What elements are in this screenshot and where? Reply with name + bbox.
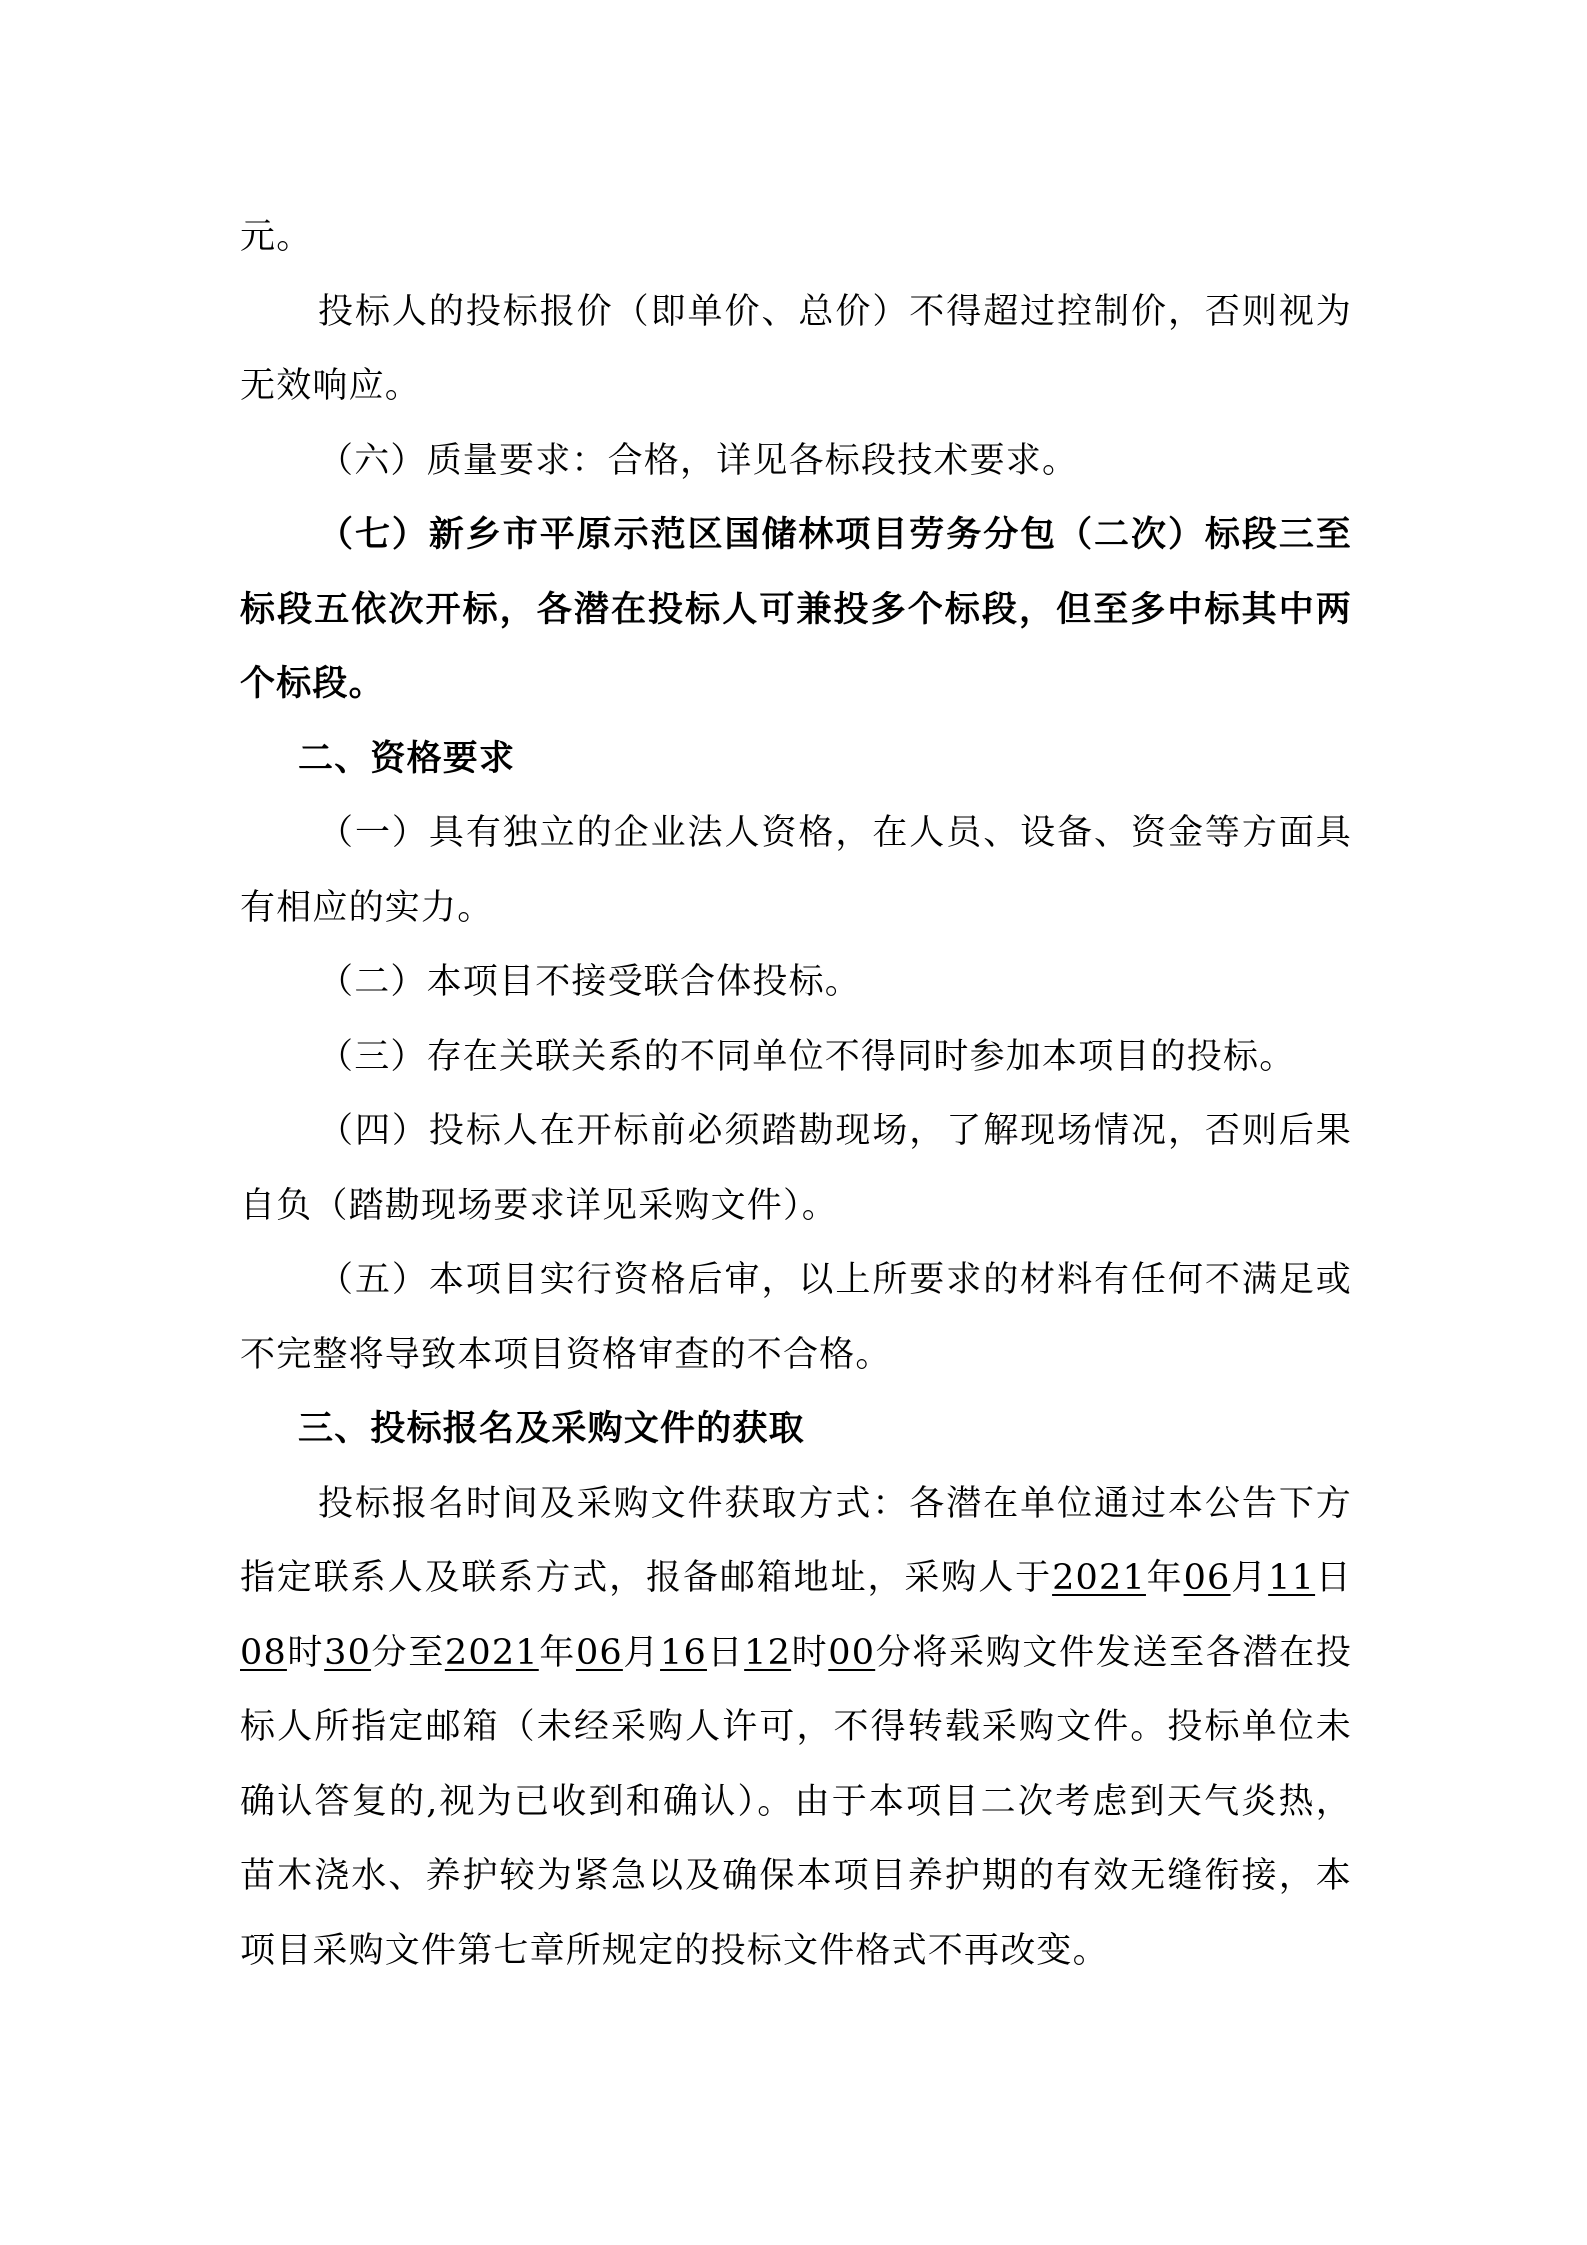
hour-unit: 时 [286,1632,325,1673]
paragraph-bid-sections: （七）新乡市平原示范区国储林项目劳务分包（二次）标段三至标段五依次开标，各潜在投标人可兼投多个标段，但至多中标其中两个标段。 [240,515,1352,704]
month-unit: 月 [1230,1558,1269,1598]
minute-unit-to: 分至 [371,1632,445,1673]
registration-text-rest: 分将采购文件发送至各潜在投标人所指定邮箱（未经采购人许可，不得转载采购文件。投标单位未确认答复的,视为已收到和确认）。由于本项目二次考虑到天气炎热，苗木浇水、养护较为紧急以及确保本项目养护期的有效无缝衔接，本项目采购文件第七章所规定的投标文件格式不再改变。 [240,1632,1353,1971]
end-day: 16 [660,1632,707,1673]
qualification-item-1: （一）具有独立的企业法人资格，在人员、设备、资金等方面具有相应的实力。 [240,813,1352,928]
end-month: 06 [575,1632,623,1673]
qualification-item-2: （二）本项目不接受联合体投标。 [318,962,862,1002]
start-hour: 08 [240,1632,287,1673]
year-unit: 年 [1145,1558,1184,1598]
month-unit: 月 [622,1632,661,1673]
hour-unit: 时 [791,1632,829,1673]
end-minute: 00 [828,1632,876,1673]
day-unit: 日 [1315,1558,1352,1598]
qualification-item-5: （五）本项目实行资格后审，以上所要求的材料有任何不满足或不完整将导致本项目资格审查的不合格。 [240,1260,1352,1375]
section-heading-qualification: 二、资格要求 [298,738,516,779]
section-heading-registration: 三、投标报名及采购文件的获取 [298,1409,805,1449]
qualification-item-3: （三）存在关联关系的不同单位不得同时参加本项目的投标。 [318,1036,1296,1077]
end-year: 2021 [444,1632,539,1673]
start-day: 11 [1268,1558,1316,1598]
paragraph-bid-price: 投标人的投标报价（即单价、总价）不得超过控制价，否则视为无效响应。 [240,291,1352,406]
document-body [240,200,1352,1988]
year-unit: 年 [538,1632,576,1673]
start-year: 2021 [1052,1558,1146,1598]
qualification-item-4: （四）投标人在开标前必须踏勘现场，了解现场情况，否则后果自负（踏勘现场要求详见采购文件）。 [240,1111,1352,1226]
paragraph-quality-requirement: （六）质量要求：合格，详见各标段技术要求。 [318,440,1079,481]
day-unit: 日 [706,1632,745,1673]
start-minute: 30 [324,1632,372,1673]
paragraph-continuation: 元。 [240,217,313,257]
end-hour: 12 [744,1632,792,1673]
paragraph-registration-details [240,1467,1352,1989]
registration-text-intro: 投标报名时间及采购文件获取方式：各潜在单位通过本公告下方指定联系人及联系方式，报备邮箱地址，采购人于 [240,1483,1352,1598]
start-month: 06 [1183,1558,1231,1598]
